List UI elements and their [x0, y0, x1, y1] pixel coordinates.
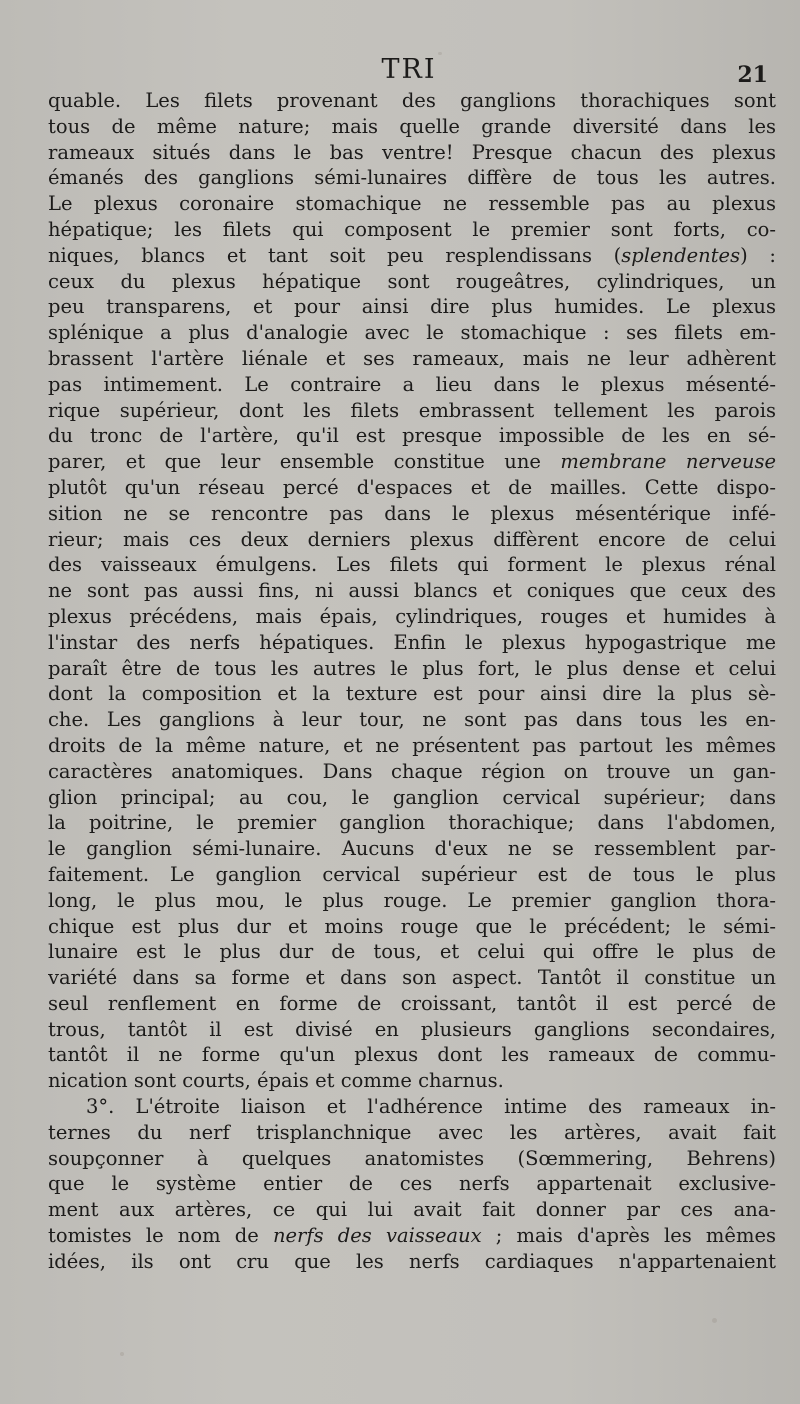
text-segment: tomistes le nom de: [48, 1224, 273, 1248]
text-segment: ; mais d'après les mêmes: [481, 1224, 776, 1248]
text-line: [48, 1249, 776, 1275]
text-segment: sition ne se rencontre pas dans le plexus mésentérique infé-: [48, 501, 776, 525]
text-line: [48, 1120, 776, 1146]
text-line: [48, 1094, 776, 1120]
paper-stain: [120, 1352, 124, 1356]
text-line: [48, 527, 776, 553]
text-segment: plexus précédens, mais épais, cylindriques, rouges et humides à: [48, 604, 776, 628]
text-line: [48, 836, 776, 862]
text-line: [48, 681, 776, 707]
text-segment: pas intimement. Le contraire a lieu dans le plexus mésenté-: [48, 372, 776, 396]
text-line: [48, 733, 776, 759]
text-segment: tantôt il ne forme qu'un plexus dont les rameaux de commu-: [48, 1043, 776, 1067]
text-segment: du tronc de l'artère, qu'il est presque impossible de les en sé-: [48, 424, 776, 448]
italic-term: nerfs des vaisseaux: [272, 1224, 482, 1248]
text-segment: que le système entier de ces nerfs appartenait exclusive-: [48, 1172, 776, 1196]
text-line: [48, 965, 776, 991]
text-segment: che. Les ganglions à leur tour, ne sont pas dans tous les en-: [48, 708, 776, 732]
text-line: [48, 191, 776, 217]
text-line: [48, 604, 776, 630]
text-line: [48, 1171, 776, 1197]
text-segment: hépatique; les filets qui composent le premier sont forts, co-: [48, 217, 776, 241]
text-segment: dont la composition et la texture est pour ainsi dire la plus sè-: [48, 682, 776, 706]
text-segment: ne sont pas aussi fins, ni aussi blancs et coniques que ceux des: [48, 579, 776, 603]
body-text: [48, 88, 776, 1275]
text-segment: droits de la même nature, et ne présentent pas partout les mêmes: [48, 733, 776, 757]
text-line: [48, 1017, 776, 1043]
text-segment: des vaisseaux émulgens. Les filets qui forment le plexus rénal: [48, 553, 776, 577]
text-segment: émanés des ganglions sémi-lunaires diffère de tous les autres.: [48, 166, 776, 190]
text-line: [48, 243, 776, 269]
text-segment: trous, tantôt il est divisé en plusieurs ganglions secondaires,: [48, 1017, 776, 1041]
text-line: [48, 888, 776, 914]
text-segment: paraît être de tous les autres le plus fort, le plus dense et celui: [48, 656, 776, 680]
text-line: [48, 346, 776, 372]
text-line: [48, 475, 776, 501]
text-line: [48, 810, 776, 836]
text-segment: variété dans sa forme et dans son aspect. Tantôt il constitue un: [48, 966, 776, 990]
text-segment: chique est plus dur et moins rouge que le précédent; le sémi-: [48, 914, 776, 938]
text-line: [48, 88, 776, 114]
text-line: [48, 939, 776, 965]
text-line: [48, 914, 776, 940]
text-segment: niques, blancs et tant soit peu resplendissans (: [48, 243, 622, 267]
text-segment: l'instar des nerfs hépatiques. Enfin le plexus hypogastrique me: [48, 630, 776, 654]
text-segment: plutôt qu'un réseau percé d'espaces et de mailles. Cette dispo-: [48, 475, 776, 499]
text-line: [48, 578, 776, 604]
text-segment: parer, et que leur ensemble constitue une: [48, 450, 561, 474]
text-segment: splénique a plus d'analogie avec le stomachique : ses filets em-: [48, 321, 776, 345]
text-segment: ment aux artères, ce qui lui avait fait donner par ces ana-: [48, 1198, 776, 1222]
text-line: [48, 785, 776, 811]
text-segment: 3°. L'étroite liaison et l'adhérence intime des rameaux in-: [86, 1095, 776, 1119]
paper-stain: [712, 1318, 717, 1323]
text-line: [48, 1042, 776, 1068]
running-head: TRI: [381, 54, 437, 85]
text-line: [48, 991, 776, 1017]
text-line: [48, 423, 776, 449]
text-line: [48, 1146, 776, 1172]
text-line: [48, 1197, 776, 1223]
text-line: [48, 552, 776, 578]
italic-term: splendentes: [621, 243, 741, 267]
text-line: [48, 862, 776, 888]
text-line: [48, 140, 776, 166]
text-segment: idées, ils ont cru que les nerfs cardiaques n'appartenaient: [48, 1249, 776, 1273]
text-line: [48, 707, 776, 733]
text-line: [48, 114, 776, 140]
text-line: [48, 656, 776, 682]
text-segment: glion principal; au cou, le ganglion cervical supérieur; dans: [48, 785, 776, 809]
text-line: [48, 630, 776, 656]
text-segment: tous de même nature; mais quelle grande diversité dans les: [48, 114, 776, 138]
text-segment: la poitrine, le premier ganglion thorachique; dans l'abdomen,: [48, 811, 776, 835]
text-line: [48, 320, 776, 346]
italic-term: membrane nerveuse: [560, 450, 776, 474]
text-segment: ternes du nerf trisplanchnique avec les artères, avait fait: [48, 1120, 776, 1144]
text-line: [48, 294, 776, 320]
text-line: [48, 372, 776, 398]
text-segment: seul renflement en forme de croissant, tantôt il est percé de: [48, 991, 776, 1015]
text-segment: faitement. Le ganglion cervical supérieur est de tous le plus: [48, 862, 776, 886]
text-segment: rique supérieur, dont les filets embrassent tellement les parois: [48, 398, 776, 422]
text-segment: le ganglion sémi-lunaire. Aucuns d'eux ne se ressemblent par-: [48, 837, 776, 861]
text-segment: brassent l'artère liénale et ses rameaux, mais ne leur adhèrent: [48, 346, 776, 370]
text-segment: long, le plus mou, le plus rouge. Le premier ganglion thora-: [48, 888, 776, 912]
text-segment: soupçonner à quelques anatomistes (Sœmmering, Behrens): [48, 1146, 776, 1170]
text-segment: rameaux situés dans le bas ventre! Presque chacun des plexus: [48, 140, 776, 164]
text-line: [48, 501, 776, 527]
text-line: [48, 217, 776, 243]
text-segment: caractères anatomiques. Dans chaque région on trouve un gan-: [48, 759, 776, 783]
text-line: [48, 165, 776, 191]
text-segment: lunaire est le plus dur de tous, et celui qui offre le plus de: [48, 940, 776, 964]
page-number: 21: [737, 62, 768, 88]
text-segment: Le plexus coronaire stomachique ne ressemble pas au plexus: [48, 192, 776, 216]
text-line: [48, 269, 776, 295]
text-line: [48, 759, 776, 785]
text-segment: quable. Les filets provenant des ganglions thorachiques sont: [48, 89, 776, 112]
text-line: [48, 449, 776, 475]
text-segment: ) :: [740, 243, 776, 267]
text-segment: rieur; mais ces deux derniers plexus diffèrent encore de celui: [48, 527, 776, 551]
text-segment: nication sont courts, épais et comme charnus.: [48, 1069, 504, 1093]
text-segment: peu transparens, et pour ainsi dire plus humides. Le plexus: [48, 295, 776, 319]
text-line: [48, 398, 776, 424]
text-line: [48, 1068, 776, 1094]
text-line: [48, 1223, 776, 1249]
text-segment: ceux du plexus hépatique sont rougeâtres, cylindriques, un: [48, 269, 776, 293]
